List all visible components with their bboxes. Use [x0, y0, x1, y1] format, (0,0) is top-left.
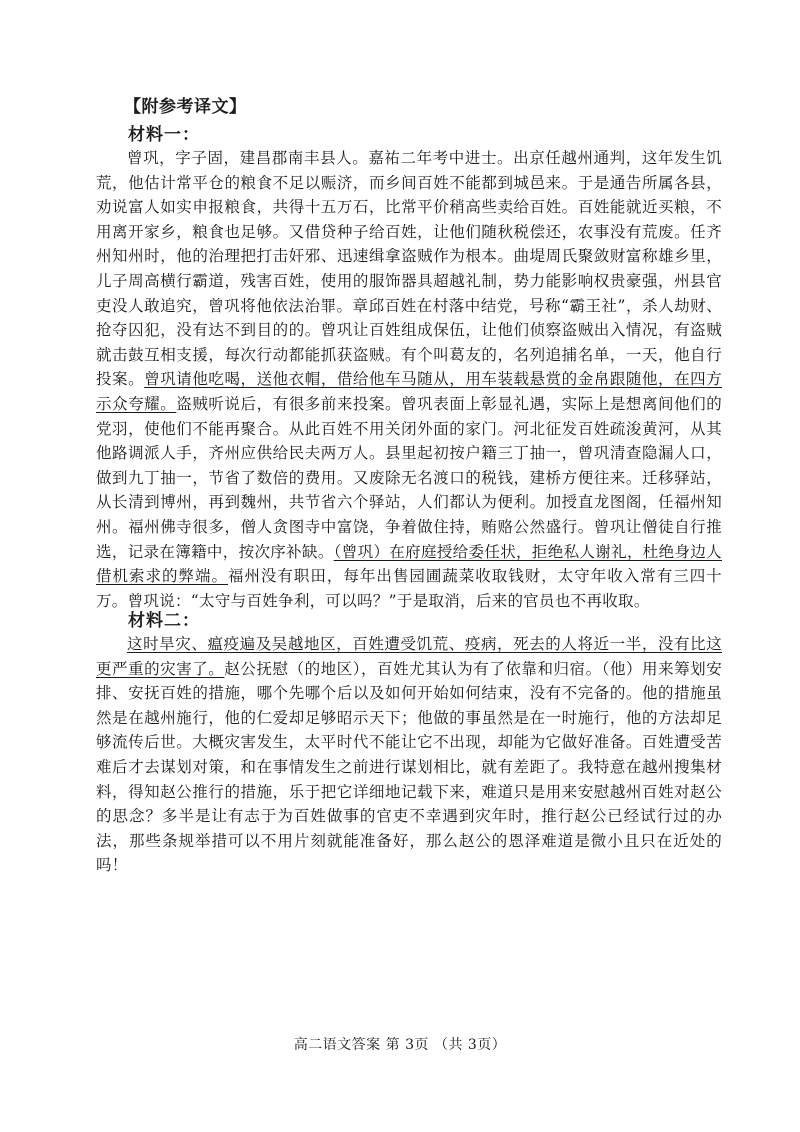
material-1-translation: [96, 146, 722, 613]
underlined-sentence: 这时旱灾、瘟疫遍及吴越地区，百姓遭受饥荒、疫病，死去的人将近一半，没有比这更严重的灾害了。: [96, 635, 722, 678]
text-segment: 赵公抚慰（的地区），百姓尤其认为有了依靠和归宿。（他）用来筹划安排、安抚百姓的措施，哪个先哪个后以及如何开始如何结束，没有不完备的。他的措施虽然是在越州施行，他的仁爱却足够昭示天下；他做的事虽然是在一时施行，他的方法却足够流传后世。大概灾害发生，太平时代不能让它不出现，却能为它做好准备。百姓遭受苦难后才去谋划对策，和在事情发生之前进行谋划相比，就有差距了。我特意在越州搜集材料，得知赵公推行的措施，乐于把它详细地记载下来，难道只是用来安慰越州百姓对赵公的思念？多半是让有志于为百姓做事的官吏不幸遇到灾年时，推行赵公已经试行过的办法，那些条规举措可以不用片刻就能准备好，那么赵公的恩泽难道是微小且只在近处的吗！: [96, 659, 723, 875]
text-segment: 福州没有职田，每年出售园圃蔬菜收取钱财，太守年收入常有三四十万。曾巩说：“太守与百姓争利，可以吗？”于是取消，后来的官员也不再收取。: [96, 567, 722, 610]
appendix-heading: 【附参考译文】: [124, 97, 247, 117]
material-1-label: 材料一：: [128, 125, 200, 145]
text-segment: 盗贼听说后，有很多前来投案。曾巩表面上彰显礼遇，实际上是想离间他们的党羽，使他们不能再聚合。从此百姓不用关闭外面的家门。河北征发百姓疏浚黄河，从其他路调派人手，齐州应供给民夫两万人。县里起初按户籍三丁抽一，曾巩清查隐漏人口，做到九丁抽一，节省了数倍的费用。又废除无名渡口的税钱，建桥方便往来。迁移驿站，从长清到博州，再到魏州，共节省六个驿站，人们都认为便利。加授直龙图阁，任福州知州。福州佛寺很多，僧人贪图寺中富饶，争着做住持，贿赂公然盛行。曾巩让僧徒自行推选，记录在簿籍中，按次序补缺。: [96, 394, 722, 561]
underlined-sentence: 曾巩请他吃喝，送他衣帽，借给他车马随从，用车装载悬赏的金帛跟随他，在四方示众夸耀。: [96, 370, 722, 413]
underlined-sentence: （曾巩）在府庭授给委任状，拒绝私人谢礼，杜绝身边人借机索求的弊端。: [96, 542, 722, 586]
text-segment: 曾巩，字子固，建昌郡南丰县人。嘉祐二年考中进士。出京任越州通判，这年发生饥荒，他估计常平仓的粮食不足以赈济，而乡间百姓不能都到城邑来。于是通告所属各县，劝说富人如实申报粮食，共得十五万石，比常平价稍高些卖给百姓。百姓能就近买粮，不用离开家乡，粮食也足够。又借贷种子给百姓，让他们随秋税偿还，农事没有荒废。任齐州知州时，他的治理把打击奸邪、迅速缉拿盗贼作为根本。曲堤周氏聚敛财富称雄乡里，儿子周高横行霸道，残害百姓，使用的服饰器具超越礼制，势力能影响权贵豪强，州县官吏没人敢追究，曾巩将他依法治罪。章邱百姓在村落中结党，号称“霸王社”，杀人劫财、抢夺囚犯，没有达不到目的的。曾巩让百姓组成保伍，让他们侦察盗贼出入情况，有盗贼就击鼓互相支援，每次行动都能抓获盗贼。有个叫葛友的，名列追捕名单，一天，他自行投案。: [96, 149, 722, 389]
page-footer: 高二语文答案 第 3页 （共 3页）: [293, 1037, 507, 1053]
material-2-label: 材料二：: [128, 611, 200, 631]
material-2-translation: [96, 632, 722, 878]
